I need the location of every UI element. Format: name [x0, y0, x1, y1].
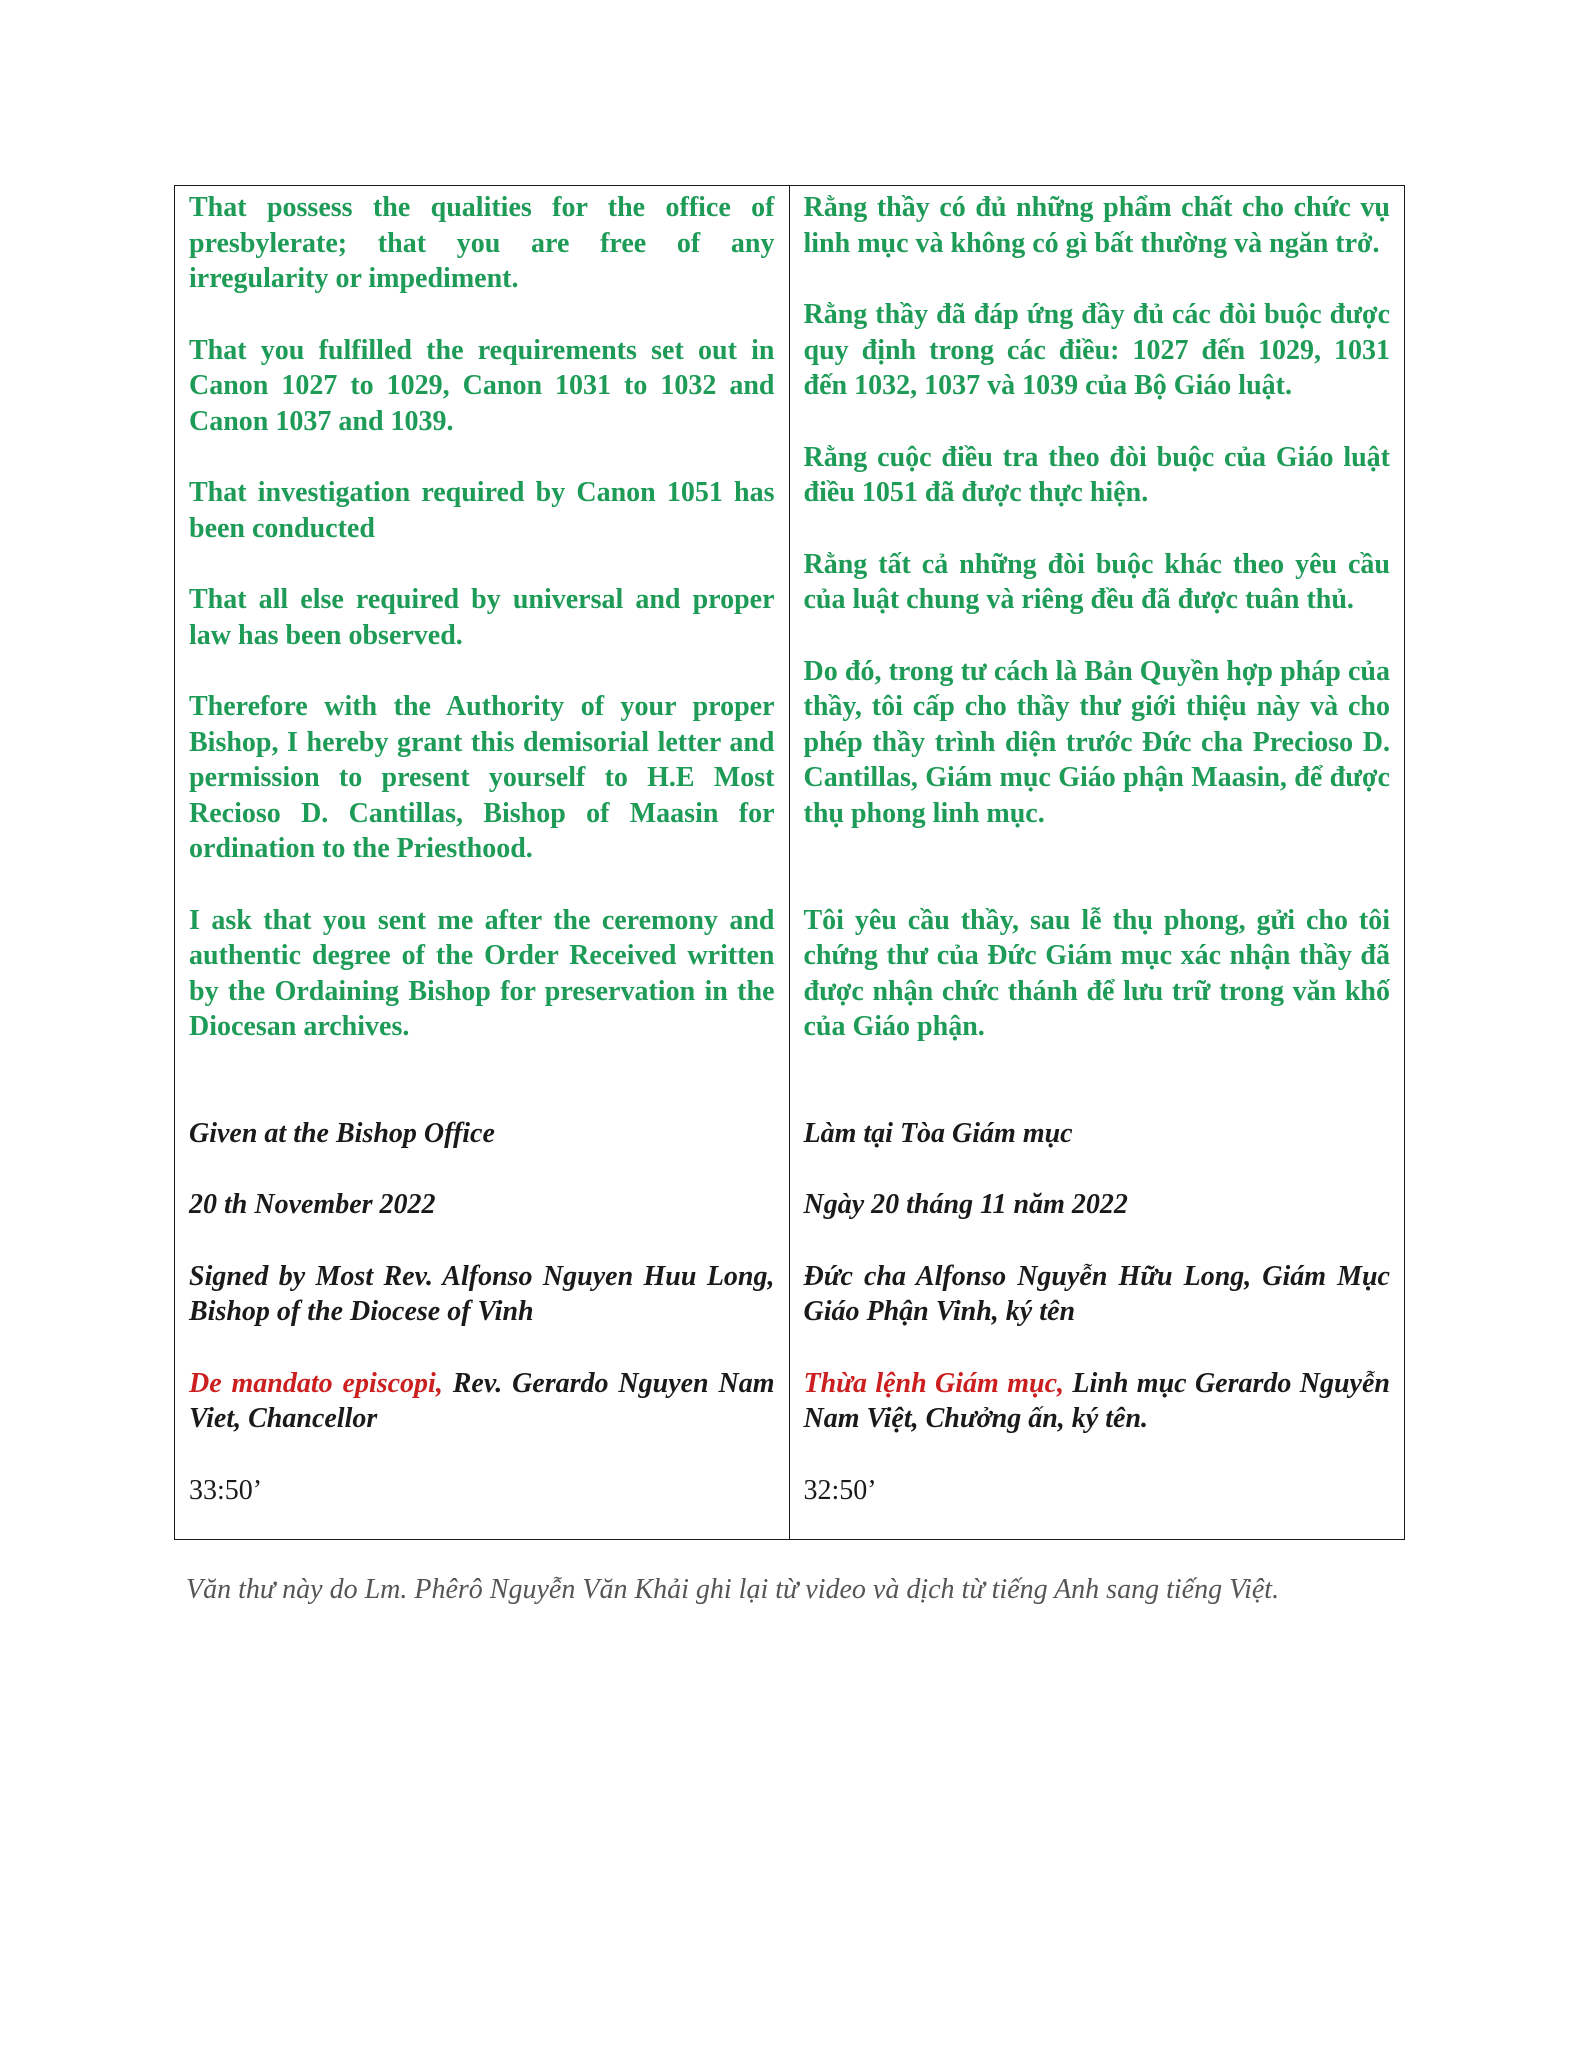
english-paragraph-grant: Therefore with the Authority of your proper Bishop, I hereby grant this demisorial letter and permission to present yourself to H.E Most Recioso D. Cantillas, Bishop of Maasin for ordination to the Priesthood. [189, 691, 775, 864]
vietnamese-column [790, 186, 1405, 1539]
english-paragraph-qualities: That possess the qualities for the office of presbylerate; that you are free of any irregularity or impediment. [189, 192, 775, 294]
english-paragraph-investigation: That investigation required by Canon 1051 has been conducted [189, 477, 775, 544]
vietnamese-paragraph-requirements: Rằng thầy đã đáp ứng đầy đủ các đòi buộc được quy định trong các điều: 1027 đến 1029, 1031 đến 1032, 1037 và 1039 của Bộ Giáo luật. [803, 299, 1390, 401]
bilingual-table [174, 185, 1405, 1540]
english-paragraph-law: That all else required by universal and proper law has been observed. [189, 584, 775, 651]
english-given-at: Given at the Bishop Office [189, 1117, 495, 1149]
vietnamese-chancellor: Linh mục Gerardo Nguyễn Nam Việt, Chưởng ấn, ký tên. [803, 1367, 1390, 1434]
translator-footnote: Văn thư này do Lm. Phêrô Nguyễn Văn Khải ghi lại từ video và dịch từ tiếng Anh sang tiếng Việt. [186, 1574, 1280, 1605]
vietnamese-timestamp: 32:50’ [803, 1474, 877, 1506]
english-date: 20 th November 2022 [189, 1189, 436, 1220]
vietnamese-paragraph-investigation: Rằng cuộc điều tra theo đòi buộc của Giáo luật điều 1051 đã được thực hiện. [803, 441, 1390, 508]
english-paragraph-request: I ask that you sent me after the ceremony and authentic degree of the Order Received written by the Ordaining Bishop for preservation in the Diocesan archives. [189, 904, 775, 1042]
english-mandate [189, 1366, 775, 1437]
vietnamese-paragraph-law: Rằng tất cả những đòi buộc khác theo yêu cầu của luật chung và riêng đều đã được tuân thủ. [803, 548, 1390, 615]
english-signature: Signed by Most Rev. Alfonso Nguyen Huu Long, Bishop of the Diocese of Vinh [189, 1260, 775, 1327]
vietnamese-paragraph-grant: Do đó, trong tư cách là Bản Quyền hợp pháp của thầy, tôi cấp cho thầy thư giới thiệu này và cho phép thầy trình diện trước Đức cha Precioso D. Cantillas, Giám mục Giáo phận Maasin, để được thụ phong linh mục. [803, 655, 1390, 829]
english-paragraph-requirements: That you fulfilled the requirements set out in Canon 1027 to 1029, Canon 1031 to 1032 and Canon 1037 and 1039. [189, 334, 775, 437]
vietnamese-mandate-label: Thừa lệnh Giám mục, [803, 1367, 1064, 1399]
english-timestamp: 33:50’ [189, 1474, 263, 1506]
vietnamese-paragraph-qualities: Rằng thầy có đủ những phẩm chất cho chức vụ linh mục và không có gì bất thường và ngăn trở. [803, 192, 1390, 259]
english-chancellor: Rev. Gerardo Nguyen Nam Viet, Chancellor [189, 1367, 775, 1434]
english-column [175, 186, 790, 1539]
vietnamese-mandate [804, 1366, 1391, 1437]
vietnamese-paragraph-request: Tôi yêu cầu thầy, sau lễ thụ phong, gửi cho tôi chứng thư của Đức Giám mục xác nhận thầy đã được nhận chức thánh để lưu trữ trong văn khố của Giáo phận. [803, 904, 1390, 1042]
english-mandate-label: De mandato episcopi, [189, 1367, 443, 1399]
vietnamese-given-at: Làm tại Tòa Giám mục [803, 1117, 1073, 1149]
vietnamese-date: Ngày 20 tháng 11 năm 2022 [803, 1189, 1128, 1220]
vietnamese-signature: Đức cha Alfonso Nguyễn Hữu Long, Giám Mục Giáo Phận Vinh, ký tên [803, 1260, 1390, 1327]
